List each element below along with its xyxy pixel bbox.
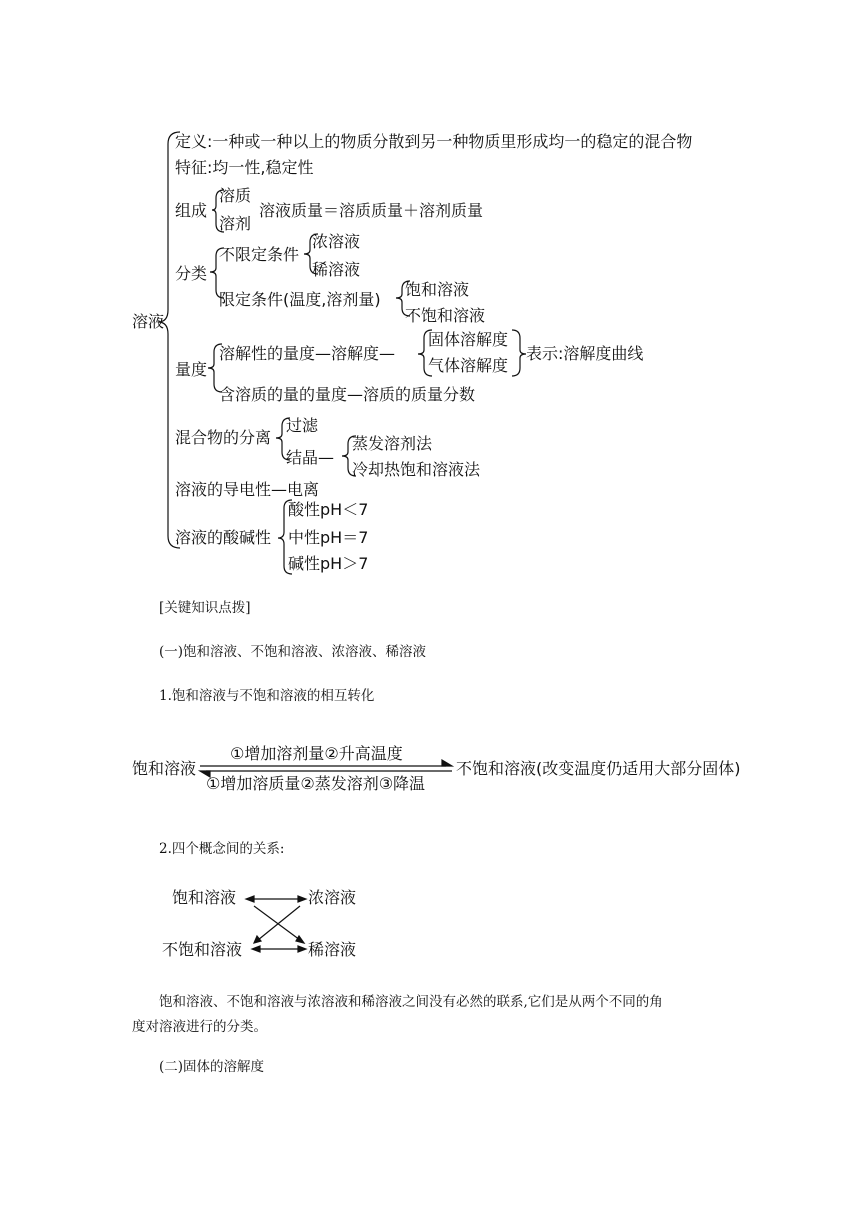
solubility-right-bracket	[512, 330, 526, 376]
key-points-heading: [关键知识点拨]	[159, 600, 251, 616]
separation-label: 混合物的分离	[175, 428, 272, 447]
evaporate-item: 蒸发溶剂法	[352, 434, 433, 453]
tree-feature: 特征:均一性,稳定性	[175, 158, 314, 177]
item2-heading: 2.四个概念间的关系:	[159, 841, 285, 857]
composition-formula: 溶液质量＝溶质质量＋溶剂质量	[259, 201, 484, 220]
solubility-label: 溶解性的量度—溶解度—	[219, 344, 396, 363]
tree-definition: 定义:一种或一种以上的物质分散到另一种物质里形成均一的稳定的混合物	[175, 132, 693, 151]
unsaturated-item: 不饱和溶液	[405, 306, 486, 325]
conversion-bottom-label: ①增加溶质量②蒸发溶剂③降温	[206, 774, 426, 793]
dilute-item: 稀溶液	[312, 260, 361, 279]
solid-solubility: 固体溶解度	[428, 330, 509, 349]
relation-saturated: 饱和溶液	[172, 888, 237, 907]
saturated-item: 饱和溶液	[405, 280, 470, 299]
composition-solute: 溶质	[219, 186, 252, 205]
composition-solvent: 溶剂	[219, 214, 252, 233]
conversion-top-label: ①增加溶剂量②升高温度	[230, 744, 403, 763]
relation-unsaturated: 不饱和溶液	[162, 940, 243, 959]
conversion-right: 不饱和溶液(改变温度仍适用大部分固体)	[456, 759, 741, 778]
acid-item: 酸性pH＜7	[288, 500, 369, 519]
crystal-label: 结晶—	[286, 448, 335, 467]
item1-heading: 1.饱和溶液与不饱和溶液的相互转化	[159, 688, 375, 704]
conversion-left: 饱和溶液	[132, 759, 197, 778]
cooling-item: 冷却热饱和溶液法	[352, 460, 481, 479]
classification-label: 分类	[175, 264, 208, 283]
relation-concentrated: 浓溶液	[308, 888, 357, 907]
filter-item: 过滤	[286, 416, 319, 435]
paragraph-line2: 度对溶液进行的分类。	[132, 1019, 267, 1035]
section2-heading: (二)固体的溶解度	[159, 1059, 265, 1075]
content-measure: 含溶质的量的量度—溶质的质量分数	[219, 385, 476, 404]
neutral-item: 中性pH＝7	[288, 528, 369, 547]
concentrated-item: 浓溶液	[312, 232, 361, 251]
unconditional-label: 不限定条件	[219, 245, 300, 264]
composition-label: 组成	[175, 201, 208, 220]
base-item: 碱性pH＞7	[288, 554, 369, 573]
paragraph-line1: 饱和溶液、不饱和溶液与浓溶液和稀溶液之间没有必然的联系,它们是从两个不同的角	[159, 994, 663, 1010]
tree-root: 溶液	[132, 312, 165, 331]
gas-solubility: 气体溶解度	[428, 356, 509, 375]
relation-dilute: 稀溶液	[308, 940, 357, 959]
section1-heading: (一)饱和溶液、不饱和溶液、浓溶液、稀溶液	[159, 644, 427, 660]
acidity-label: 溶液的酸碱性	[175, 528, 272, 547]
measure-label: 量度	[175, 360, 208, 379]
conductivity: 溶液的导电性—电离	[175, 480, 320, 499]
solubility-note: 表示:溶解度曲线	[526, 344, 644, 363]
conditional-label: 限定条件(温度,溶剂量)	[219, 290, 381, 309]
